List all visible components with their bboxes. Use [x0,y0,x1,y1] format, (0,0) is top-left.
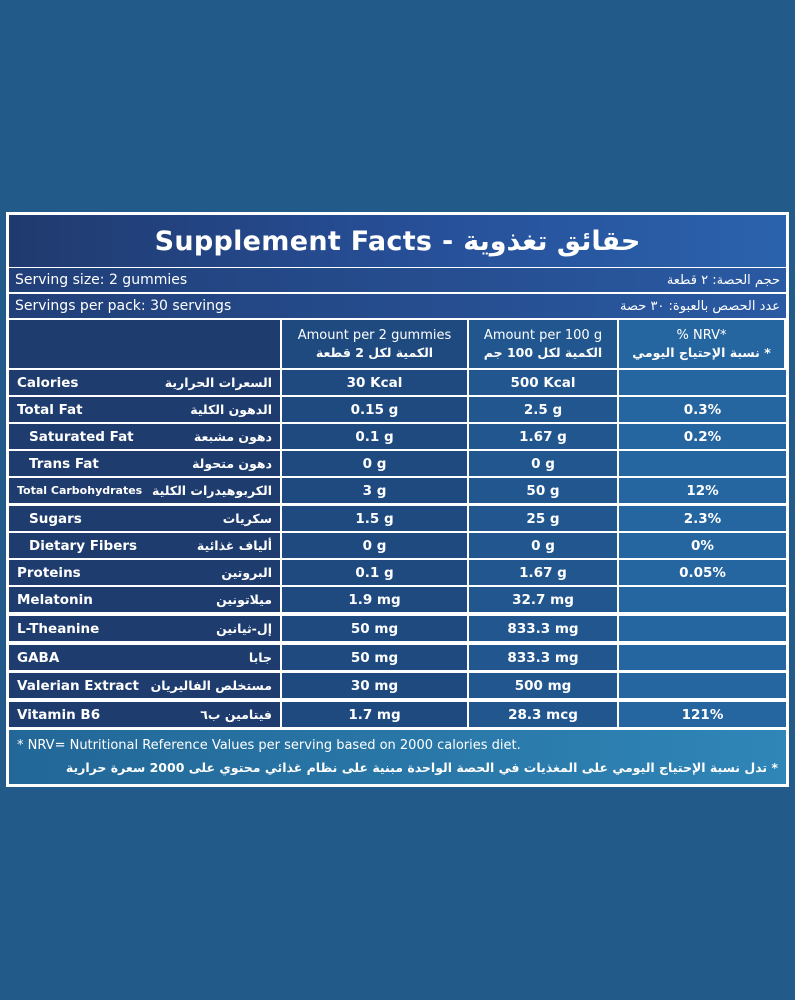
row-name-en: Dietary Fibers [29,537,138,554]
row-per-serving [282,587,467,612]
row-per-serving [282,645,467,670]
header-blank [9,320,280,368]
row-name [9,506,280,531]
per-100g-value: 0 g [531,455,555,472]
row-per-serving [282,397,467,422]
header-per-serving-en: Amount per 2 gummies [297,328,452,343]
row-nrv [619,702,786,727]
row-nrv [619,616,786,641]
serving-size-en: Serving size: 2 gummies [15,272,188,288]
row-nrv [619,478,786,503]
per-100g-value: 0 g [531,537,555,554]
servings-per-pack-en: Servings per pack: 30 servings [15,298,232,314]
row-per-serving [282,673,467,698]
row-per-100g [469,451,617,476]
row-per-100g [469,397,617,422]
per-100g-value: 1.67 g [519,564,567,581]
row-per-100g [469,616,617,641]
panel-title: Supplement Facts - حقائق تغذوية [9,215,786,267]
per-100g-value: 833.3 mg [507,649,579,666]
row-name-ar: السعرات الحرارية [164,375,272,390]
row-per-serving [282,451,467,476]
per-serving-value: 0.1 g [355,564,394,581]
row-name-en: Total Fat [17,401,83,418]
row-name [9,645,280,670]
row-name [9,478,280,503]
row-per-100g [469,560,617,585]
row-nrv [619,533,786,558]
per-100g-value: 28.3 mcg [508,706,578,723]
row-nrv [619,560,786,585]
row-name-ar: دهون مشبعة [193,429,272,444]
row-per-100g [469,645,617,670]
row-per-100g [469,478,617,503]
serving-size-row [9,268,786,292]
per-serving-value: 30 mg [350,677,399,694]
row-name-ar: جابا [248,650,272,665]
per-serving-value: 1.5 g [355,510,394,527]
row-nrv [619,451,786,476]
row-name-ar: إل-ثيانين [216,621,272,636]
row-nrv [619,673,786,698]
nrv-value: 0% [691,537,714,554]
row-per-serving [282,533,467,558]
header-nrv-ar: * نسبة الإحتياج اليومي [632,345,771,360]
per-serving-value: 30 Kcal [346,374,403,391]
row-name-ar: ميلاتونين [216,592,272,607]
row-per-serving [282,478,467,503]
per-100g-value: 1.67 g [519,428,567,445]
row-name-en: L-Theanine [17,620,100,637]
nrv-value: 0.2% [683,428,722,445]
row-name-ar: ألياف غذائية [196,538,272,553]
row-nrv [619,370,786,395]
row-nrv [619,506,786,531]
serving-size-ar: حجم الحصة: ٢ قطعة [666,272,780,288]
header-per-100g-ar: الكمية لكل 100 جم [483,345,603,360]
row-name-en: Trans Fat [29,455,99,472]
row-name [9,702,280,727]
row-name-ar: البروتين [221,565,272,580]
per-100g-value: 500 Kcal [510,374,576,391]
per-serving-value: 0 g [362,455,387,472]
per-serving-value: 0.15 g [350,401,399,418]
supplement-facts-panel [6,212,789,787]
row-nrv [619,397,786,422]
row-name [9,560,280,585]
servings-per-pack-row [9,294,786,318]
nrv-value: 0.3% [683,401,722,418]
row-name [9,673,280,698]
row-name-en: Valerian Extract [17,677,139,694]
row-per-100g [469,506,617,531]
footnote-ar: * تدل نسبة الإحتياج اليومي على المغذيات في الحصة الواحدة مبنية على نظام غذائي محتوي على 2000 سعرة حرارية [65,759,778,775]
row-name-en: Vitamin B6 [17,706,101,723]
header-per-100g-en: Amount per 100 g [483,328,603,343]
row-name-ar: فيتامين ب٦ [200,707,272,722]
row-per-serving [282,370,467,395]
row-name [9,533,280,558]
row-name [9,424,280,449]
per-100g-value: 833.3 mg [507,620,579,637]
row-name [9,397,280,422]
row-per-serving [282,424,467,449]
row-nrv [619,424,786,449]
header-nrv [619,320,784,368]
header-per-serving-ar: الكمية لكل 2 قطعة [315,345,434,360]
per-100g-value: 32.7 mg [512,591,574,608]
nrv-value: 0.05% [679,564,726,581]
row-per-100g [469,370,617,395]
per-serving-value: 1.7 mg [348,706,401,723]
row-name [9,451,280,476]
header-nrv-en: % NRV* [676,328,727,343]
header-per-serving [282,320,467,368]
footnote-en: * NRV= Nutritional Reference Values per serving based on 2000 calories diet. [17,737,521,753]
per-serving-value: 0 g [362,537,387,554]
row-name-en: Calories [17,374,79,391]
row-per-serving [282,702,467,727]
nrv-value: 12% [686,482,719,499]
row-name-ar: الدهون الكلية [190,402,272,417]
servings-per-pack-ar: عدد الحصص بالعبوة: ٣٠ حصة [620,298,780,314]
row-per-serving [282,506,467,531]
footnote [9,730,786,784]
row-name-en: GABA [17,649,60,666]
nrv-value: 121% [681,706,724,723]
per-100g-value: 25 g [526,510,560,527]
row-name-ar: مستخلص الفاليريان [150,678,272,693]
row-per-100g [469,702,617,727]
row-per-100g [469,587,617,612]
per-100g-value: 50 g [526,482,560,499]
row-name [9,587,280,612]
row-per-serving [282,616,467,641]
row-name [9,616,280,641]
row-per-100g [469,424,617,449]
row-nrv [619,587,786,612]
per-serving-value: 50 mg [350,620,399,637]
per-serving-value: 3 g [362,482,387,499]
header-per-100g [469,320,617,368]
per-100g-value: 500 mg [514,677,572,694]
row-name-en: Proteins [17,564,81,581]
row-name-ar: دهون متحولة [192,456,272,471]
row-name-ar: الكربوهيدرات الكلية [152,483,272,498]
row-name [9,370,280,395]
row-name-en: Melatonin [17,591,93,608]
per-serving-value: 0.1 g [355,428,394,445]
nrv-value: 2.3% [683,510,722,527]
row-per-100g [469,673,617,698]
row-per-serving [282,560,467,585]
row-name-ar: سكريات [222,511,272,526]
per-serving-value: 1.9 mg [348,591,401,608]
row-name-en: Sugars [29,510,82,527]
row-name-en: Saturated Fat [29,428,134,445]
row-nrv [619,645,786,670]
row-name-en: Total Carbohydrates [17,484,143,497]
row-per-100g [469,533,617,558]
per-100g-value: 2.5 g [523,401,563,418]
per-serving-value: 50 mg [350,649,399,666]
